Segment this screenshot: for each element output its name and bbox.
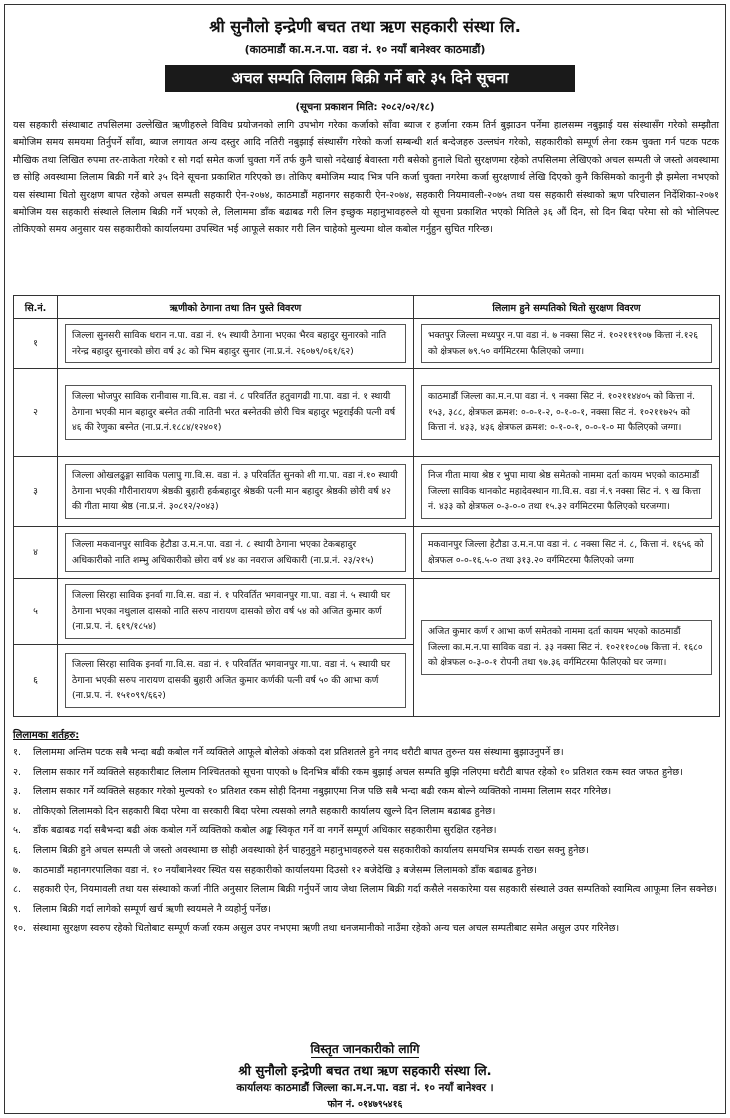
term-number: ४.	[13, 805, 22, 817]
terms-list	[13, 745, 719, 941]
row-property	[414, 457, 720, 527]
list-item	[13, 804, 719, 821]
row-borrower	[58, 579, 414, 645]
row-borrower	[58, 644, 414, 716]
footer-phone: फोन नं. ०१४७९५४१६	[327, 1099, 403, 1110]
header-serial: सि.नं.	[14, 296, 58, 319]
property-text: मकवानपुर जिल्ला हेटौडा उ.म.न.पा वडा नं. ८ नक्सा सिट नं. ८, कित्ता नं. १६५६ को क्षेत्रफल ०-०-१६.५-० तथा ३१३.२० वर्गमिटरमा फैलिएको जग्गा	[421, 533, 712, 572]
row-serial: ४	[14, 527, 58, 579]
org-address: (काठमाडौं का.म.न.पा. वडा नं. १० नयाँ बानेश्वर काठमाडौं)	[244, 43, 486, 56]
term-text: लिलाम सकार गर्ने व्यक्तिले सहकारीबाट लिलाम निश्चिततको सूचना पाएको ७ दिनभित्र बाँकी रकम बुझाई अचल सम्पति बुझि नलिएमा धरौटी बापत रहेको १० प्रतिशत रकम स्वत जफत हुनेछ।	[33, 766, 683, 778]
list-item	[13, 765, 719, 782]
property-text: अजित कुमार कर्ण र आभा कर्ण समेतको नाममा दर्ता कायम भएको काठमाडौं जिल्ला का.म.न.पा साविक वडा नं. ३३ नक्सा सिट नं. १०२११०८०७ कित्ता नं. १६८० को क्षेत्रफल ०-३-०-१ रोपनी तथा ९७.३६ वर्गमिटरमा फैलिएको घर जग्गा।	[421, 620, 712, 675]
list-item	[13, 823, 719, 840]
list-item	[13, 745, 719, 762]
term-number: ६.	[13, 844, 22, 856]
notice-title-banner: अचल सम्पति लिलाम बिक्री गर्ने बारे ३५ दिने सूचना	[165, 65, 575, 92]
list-item	[13, 843, 719, 860]
footer-org-name: श्री सुनौलो इन्द्रेणी बचत तथा ऋण सहकारी संस्था लि.	[238, 1064, 492, 1079]
term-text: लिलाम बिक्री गर्दा लागेको सम्पूर्ण खर्च ऋणी स्वयमले नै व्यहोर्नु पर्नेछ।	[33, 903, 271, 915]
term-number: ५.	[13, 825, 22, 837]
table-row	[14, 579, 720, 645]
footer-office-address: कार्यालयः काठमाडौं जिल्ला का.म.न.पा. वडा नं. १० नयाँ बानेश्वर ।	[236, 1082, 494, 1094]
borrower-text: जिल्ला सिरहा साविक इनर्वा गा.वि.स. वडा नं. १ परिवर्तित भगवानपुर गा.पा. वडा नं. ५ स्थायी घर ठेगाना भएका नथुलाल दासको नाति सरुप नारायण दासको छोरा वर्ष ५४ को अजित कुमार कर्ण (ना.प्र.प. नं. ६१९/१८५४)	[65, 584, 406, 639]
property-table	[13, 295, 720, 717]
header-property: लिलाम हुने सम्पतिको धितो सुरक्षण विवरण	[414, 296, 720, 319]
term-number: ८.	[13, 884, 22, 896]
term-number: १.	[13, 747, 22, 758]
row-serial: ३	[14, 457, 58, 527]
property-text: निज गीता माया श्रेष्ठ र भुपा माया श्रेष्ठ समेतको नाममा दर्ता कायम भएको काठमाडौं जिल्ला साविक थानकोट महादेवस्थान गा.वि.स. वडा नं.९ नक्सा सिट नं. ९ ख कित्ता नं. ४३३ को क्षेत्रफल ०-३-०-० तथा १५.३२ वर्गमिटरमा फैलिएको घरजग्गा।	[421, 464, 712, 519]
row-serial: १	[14, 319, 58, 369]
terms-heading: लिलामका शर्तहरु:	[13, 730, 80, 741]
term-number: ३.	[13, 786, 22, 798]
row-serial: २	[14, 369, 58, 457]
list-item	[13, 863, 719, 880]
term-number: २.	[13, 766, 22, 778]
borrower-text: जिल्ला मकवानपुर साविक हेटौडा उ.म.न.पा. वडा नं. ८ स्थायी ठेगाना भएका टेकबहादुर अधिकारीको नाति शम्भु अधिकारीको छोरा वर्ष ४४ का नवराज अधिकारी (ना.प्र.नं. २३/२१५)	[65, 533, 406, 572]
notice-page	[4, 4, 726, 1114]
borrower-text: जिल्ला ओखलढुङ्गा साविक पलापु गा.वि.स. वडा नं. ३ परिवर्तित सुनको शी गा.पा. वडा नं.१० स्थायी ठेगाना भएकी गौरीनारायण श्रेष्ठकी बुहारी हर्कबहादुर श्रेष्ठकी पत्नी मान बहादुर श्रेष्ठकी छोरी वर्ष ४२ की गीता माया श्रेष्ठ (ना.प्र.नं. ३०८१२/२०४३)	[65, 464, 406, 519]
contact-footer	[5, 1038, 725, 1110]
term-text: लिलाममा अन्तिम पटक सबै भन्दा बढी कबोल गर्ने व्यक्तिले आफूले बोलेको अंकको दश प्रतिशतले हुने नगद धरौटी बापत तुरुन्त यस संस्थामा बुझाउनुपर्ने छ।	[33, 747, 564, 758]
term-text: काठमाडौं महानगरपालिका वडा नं. १० नयाँबानेश्वर स्थित यस सहकारीको कार्यालयमा दिउसो १२ बजेदेखि ३ बजेसम्म लिलामको डाँक बढाबढ हुनेछ।	[33, 864, 537, 876]
term-text: लिलाम बिक्री हुने अचल सम्पती जे जस्तो अवस्थामा छ सोही अवस्थाको हेर्न चाहनुहुने महानुभावहरुले यस सहकारीको कार्यालय समयभित्र सम्पर्क राख्न सक्नु हुनेछ।	[33, 844, 589, 856]
list-item	[13, 882, 719, 899]
borrower-text: जिल्ला सिरहा साविक इनर्वा गा.वि.स. वडा नं. १ परिवर्तित भगवानपुर गा.पा. वडा नं. ५ स्थायी घर ठेगाना भएकी सरुप नारायण दासकी बुहारी अजित कुमार कर्णकी पत्नी वर्ष ५० की आभा कर्ण (ना.प्र.प. नं. १५१०९९/६६२)	[65, 653, 406, 708]
term-text: लिलाम सकार गर्ने व्यक्तिले सहकार गरेको मुल्यको १० प्रतिशत रकम सोही दिनमा नबुझाएमा निज पछि सबै भन्दा बढी रकम बोल्ने व्यक्तिको नाममा लिलाम सदर गरिनेछ।	[33, 786, 612, 798]
table-header-row	[14, 296, 720, 319]
header-borrower: ऋणीको ठेगाना तथा तिन पुस्ते विवरण	[58, 296, 414, 319]
list-item	[13, 902, 719, 919]
table-row	[14, 457, 720, 527]
term-number: ७.	[13, 864, 22, 876]
list-item	[13, 784, 719, 801]
term-text: तोकिएको लिलामको दिन सहकारी बिदा परेमा वा सरकारी बिदा परेमा त्यसको लगतै सहकारी कार्यालय खुल्ने दिन लिलाम बढाबढ हुनेछ।	[33, 805, 496, 817]
row-serial: ५	[14, 579, 58, 645]
term-text: संस्थामा सुरक्षण स्वरुप रहेको धितोबाट सम्पूर्ण कर्जा रकम असुल उपर नभएमा ऋणी तथा धनजमानीको नाउँमा रहेको अन्य चल अचल सम्पतीबाट समेत असुल उपर गरिनेछ।	[33, 923, 620, 935]
org-title: श्री सुनौलो इन्द्रेणी बचत तथा ऋण सहकारी संस्था लि.	[209, 17, 521, 36]
property-text: काठमाडौं जिल्ला का.म.न.पा वडा नं. ९ नक्सा सिट नं. १०२११४४०५ को कित्ता नं. १५३, ३८८, क्षेत्रफल क्रमश: ०-०-१-२, ०-१-०-१, नक्सा सिट नं. १०२११७२५ को कित्ता नं. ४३३, ४३६ क्षेत्रफल क्रमश: ०-१-०-१, ०-०-१-० मा फैलिएको जग्गा।	[421, 385, 712, 440]
property-text: भक्तपुर जिल्ला मध्यपुर न.पा वडा नं. ७ नक्सा सिट नं. १०२११९१०७ कित्ता नं.१२६ को क्षेत्रफल ७९.५० वर्गमिटरमा फैलिएको जग्गा।	[421, 324, 712, 363]
row-property	[414, 527, 720, 579]
row-property	[414, 369, 720, 457]
row-property	[414, 579, 720, 717]
publication-date: (सूचना प्रकाशन मिति: २०८२/०२/१८)	[295, 102, 435, 113]
borrower-text: जिल्ला सुनसरी साविक धरान न.पा. वडा नं. १५ स्थायी ठेगाना भएका भैरव बहादुर सुनारको नाति नरेन्द्र बहादुर सुनारको छोरा वर्ष ३८ को भिम बहादुर सुनार (ना.प्र.नं. २६०७९/०६१/६२)	[65, 324, 406, 363]
term-number: १०.	[13, 923, 27, 935]
table-row	[14, 319, 720, 369]
row-property	[414, 319, 720, 369]
intro-paragraph: यस सहकारी संस्थाबाट तपसिलमा उल्लेखित ऋणीहरुले विविध प्रयोजनको लागि उपभोग गरेका कर्जाको साँवा ब्याज र हर्जाना रकम तिर्न बुझाउन पर्नेमा हालसम्म नबुझाई यस संस्थासँग गरेको सम्झौता बमोजिम समय समयमा तिर्नुपर्ने साँवा, ब्याज लगायत अन्य दस्तुर आदि नतिरी नबुझाई संस्थासँग गरेको कर्जा सम्बन्धी शर्त बन्देजहरु उल्लघंन गरेको, सहकारीको सम्पूर्ण लेना रकम चुक्ता गर्न पटक पटक मौखिक तथा लिखित रुपमा तर-ताकेता गरेको र सो गर्दा समेत कर्जा चुक्ता गर्ने तर्फ कुनै चासो नदेखाई बेवास्ता गरी बसेको हुनाले धितो सुरक्षणमा रहेको तपसिलमा लेखिएको अचल सम्पती जे जस्तो अवस्थामा छ सोहि अवस्थामा लिलाम बिक्री गर्ने बारे ३५ दिने सूचना प्रकाशित गरिएको छ। तोकिए बमोजिम म्याद भित्र पनि कर्जा चुक्ता नगरेमा कर्जा सुरक्षणार्थ लेखि दिएको कुनै किसिमको कानुनी झै झमेला नभएको यस संस्थामा धितो सुरक्षण बापत रहेको अचल सम्पती सहकारी ऐन-२०७४, काठमाडौं महानगर सहकारी ऐन-२०७४, सहकारी नियमावली-२०७५ तथा यस सहकारी संस्थाको ऋण परिचालन निर्देशिका-२०७१ बमोजिम यस सहकारी संस्थाले लिलाम बिक्री गर्ने भएको ले, लिलाममा डाँक बढाबढ गरी लिन इच्छुक महानुभावहरुले यो सूचना प्रकाशित भएको मितिले ३६ औं दिन, सो दिन बिदा परेमा सो को भोलिपल्ट तोकिएको समय अनुसार यस सहकारीको कार्यालयमा उपस्थित भई आफूले सकार गरी लिन चाहेको मुल्यमा थोल कबोल गर्नुहुन सुचित गरिन्छ।	[13, 120, 719, 236]
row-serial: ६	[14, 644, 58, 716]
row-borrower	[58, 319, 414, 369]
footer-info-line: विस्तृत जानकारीको लागि	[310, 1042, 420, 1056]
row-borrower	[58, 369, 414, 457]
term-number: ९.	[13, 903, 22, 915]
table-row	[14, 369, 720, 457]
term-text: डाँक बढाबढ गर्दा सबैभन्दा बढी अंक कबोल गर्ने व्यक्तिको कबोल अङ्क स्विकृत गर्ने वा नगर्ने सम्पूर्ण अधिकार सहकारीमा सुरक्षित रहनेछ।	[33, 825, 497, 837]
row-borrower	[58, 457, 414, 527]
table-row	[14, 527, 720, 579]
term-text: सहकारी ऐन, नियमावली तथा यस संस्थाको कर्जा नीति अनुसार लिलाम बिक्री गर्नुपर्ने जाय जेथा लिलाम बिक्री गर्दा कसैले नसकारेमा यस सहकारी संस्थाले उक्त सम्पतिको स्वामित्व आफूमा लिन सक्नेछ।	[33, 884, 717, 896]
borrower-text: जिल्ला भोजपुर साविक रानीवास गा.वि.स. वडा नं. ८ परिवर्तित हतुवागढी गा.पा. वडा नं. १ स्थायी ठेगाना भएकी मान बहादुर बस्नेत तकी नातिनी भरत बस्नेतकी छोरी चित्र बहादुर भट्टराईकी पत्नी वर्ष ४६ की रेणुका बस्नेत (ना.प्र.नं.१८८४/१२४०१)	[65, 385, 406, 440]
list-item	[13, 921, 719, 938]
row-borrower	[58, 527, 414, 579]
